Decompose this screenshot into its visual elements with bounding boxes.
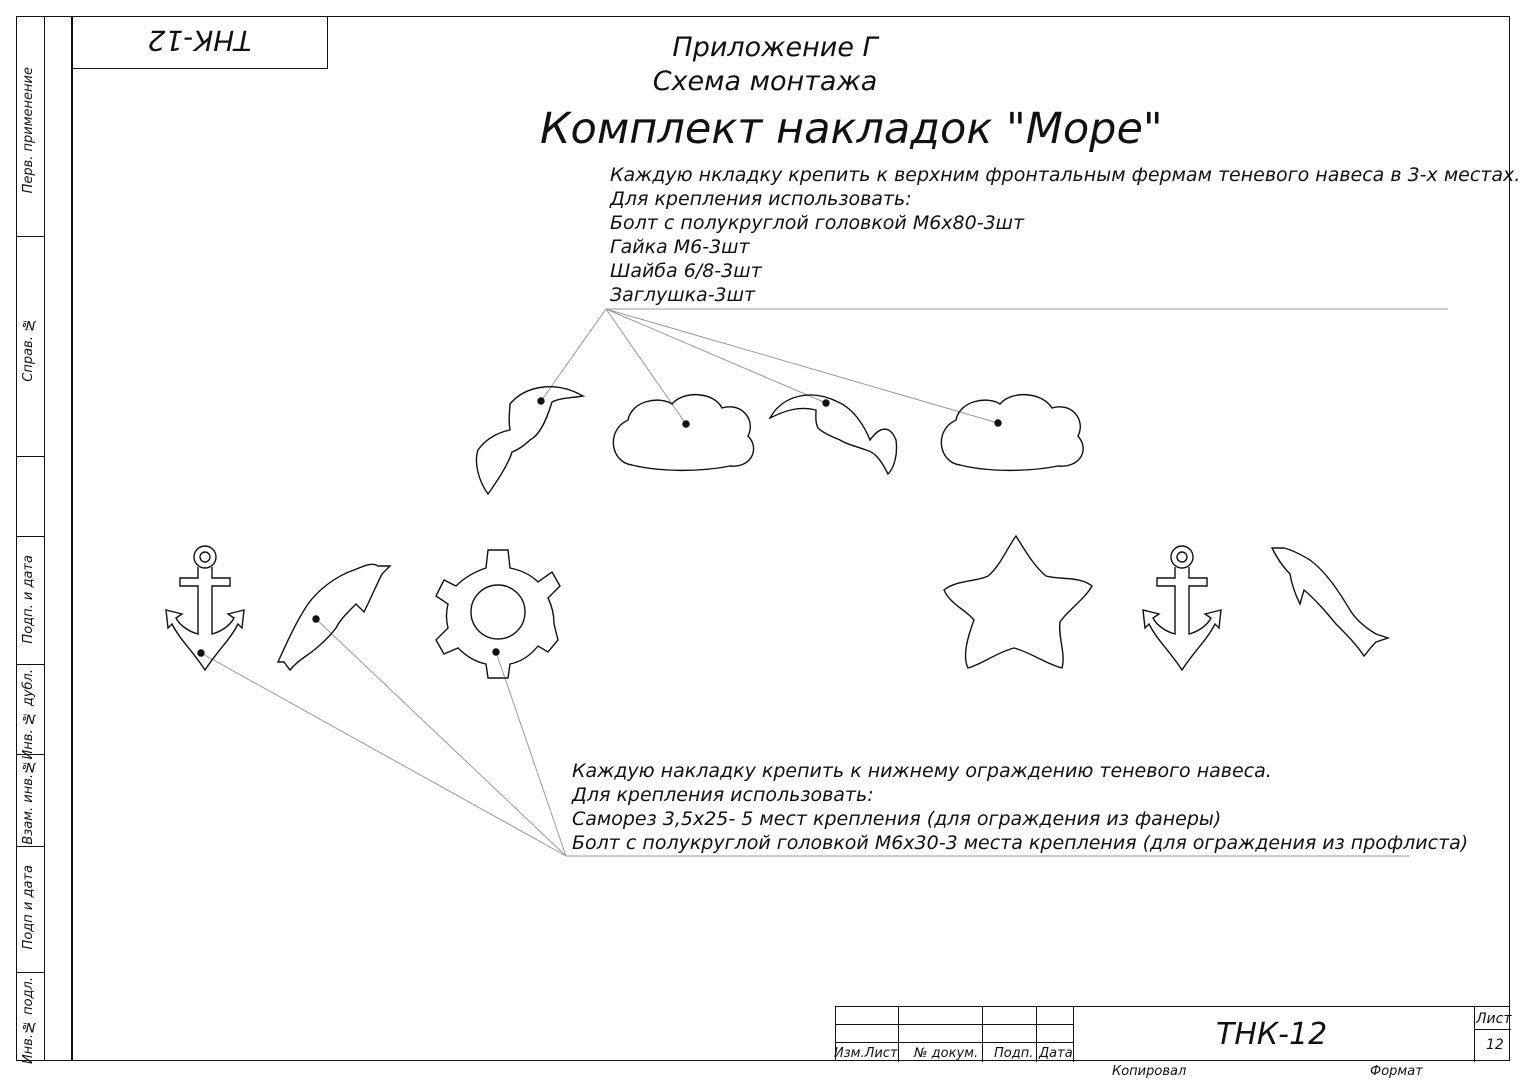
dolphin-shape (278, 564, 390, 670)
strip-label-podl: Инв.№ подл. (21, 977, 36, 1065)
top-note-line: Болт с полукруглой головкой М6х80-3шт (610, 212, 1025, 234)
mount-point (683, 421, 689, 427)
format-label: Формат (1370, 1064, 1423, 1079)
tb-data-label: Дата (1039, 1046, 1073, 1061)
page-title: Комплект накладок "Море" (540, 104, 1163, 154)
leader-line (606, 309, 998, 423)
top-note-line: Шайба 6/8-3шт (610, 260, 762, 282)
kopiroval-label: Копировал (1112, 1064, 1187, 1079)
bottom-note-line: Болт с полукруглой головкой М6х30-3 места крепления (для ограждения из профлиста) (572, 832, 1469, 854)
strip-label-vzam: Взам. инв.№ (21, 759, 36, 845)
cloud-shape (941, 395, 1083, 471)
tb-designation: ТНК-12 (1216, 1017, 1328, 1052)
top-note-line: Каждую нкладку крепить к верхним фронтальным фермам теневого навеса в 3-х местах. (610, 164, 1521, 186)
bottom-note-line: Для крепления использовать: (572, 784, 874, 806)
mount-point (493, 649, 499, 655)
tb-sheet-label: Лист (1476, 1011, 1512, 1027)
anchor-shape (166, 546, 244, 670)
strip-label-dubl: Инв. № дубл. (21, 669, 36, 760)
seagull-shape (476, 387, 583, 494)
title-block (835, 1006, 1510, 1061)
mount-point (995, 420, 1001, 426)
strip-label-podp-2: Подп и дата (21, 865, 36, 950)
top-note-line: Гайка М6-3шт (610, 236, 750, 258)
strip-label-podp-1: Подп. и дата (21, 555, 36, 644)
star-shape (944, 536, 1092, 668)
bottom-note-line: Каждую накладку крепить к нижнему ограждению теневого навеса. (572, 760, 1272, 782)
anchor-shape (1143, 546, 1221, 670)
mount-point (198, 650, 204, 656)
scheme-title: Схема монтажа (652, 66, 878, 97)
mount-point (538, 398, 544, 404)
bottom-leaders (201, 619, 566, 856)
tb-podp-label: Подп. (994, 1046, 1034, 1061)
mount-point (823, 400, 829, 406)
top-leaders (541, 309, 998, 424)
tb-doc-label: № докум. (914, 1046, 979, 1061)
tb-izm-label: Изм.Лист (834, 1046, 898, 1061)
tb-sheet-no: 12 (1486, 1037, 1504, 1053)
dolphin-shape (1272, 548, 1388, 656)
leader-line (496, 652, 566, 856)
strip-label-primenenie: Перв. применение (21, 67, 36, 194)
top-note-line: Для крепления использовать: (610, 188, 912, 210)
corner-code: ТНК-12 (147, 24, 252, 57)
bottom-note-line: Саморез 3,5х25- 5 мест крепления (для ограждения из фанеры) (572, 808, 1222, 830)
seagull-shape (770, 395, 897, 474)
mount-point (313, 616, 319, 622)
appendix-title: Приложение Г (672, 32, 878, 63)
top-note-line: Заглушка-3шт (610, 284, 756, 306)
cloud-shape (613, 395, 753, 471)
strip-label-sprav: Справ. № (21, 317, 36, 382)
